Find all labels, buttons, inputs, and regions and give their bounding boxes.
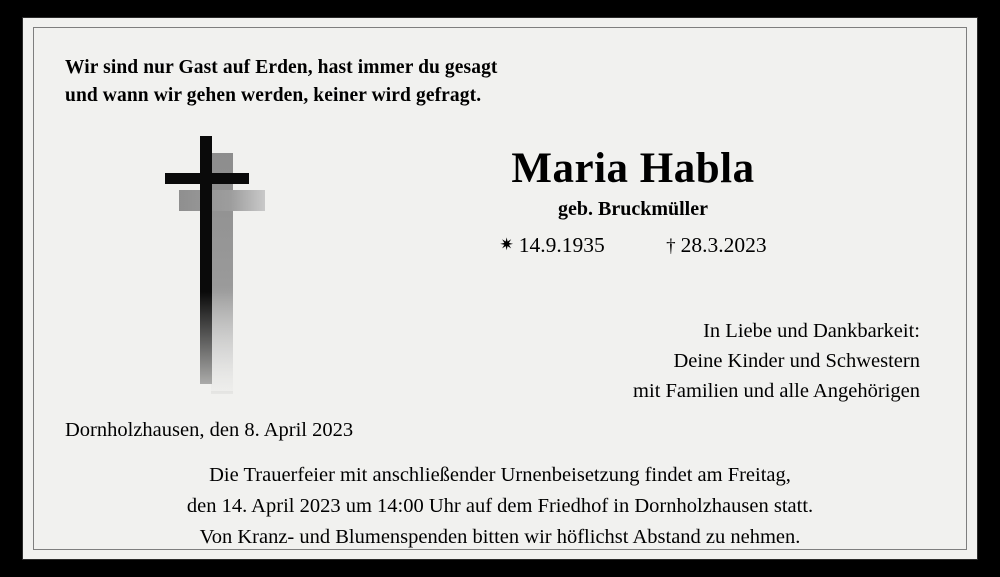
verse-line-2: und wann wir gehen werden, keiner wird gefragt. — [65, 84, 482, 106]
service-line-2: den 14. April 2023 um 14:00 Uhr auf dem Friedhof in Dornholzhausen statt. — [186, 494, 814, 517]
life-dates — [353, 233, 913, 258]
death-date-group — [666, 233, 767, 257]
death-date: 28.3.2023 — [680, 233, 767, 258]
mourners-line-2: Deine Kinder und Schwestern — [673, 350, 920, 373]
service-line-3: Von Kranz- und Blumenspenden bitten wir höflichst Abstand zu nehmen. — [199, 525, 801, 548]
place-and-date: Dornholzhausen, den 8. April 2023 — [65, 419, 354, 441]
birth-date: 14.9.1935 — [518, 233, 605, 258]
verse-line-1: Wir sind nur Gast auf Erden, hast immer du gesagt — [65, 57, 498, 78]
christian-cross-icon — [163, 136, 267, 394]
deceased-name: Maria Habla — [511, 145, 755, 192]
mourners-line-3: mit Familien und alle Angehörigen — [633, 380, 920, 403]
birth-date-group — [499, 233, 610, 257]
service-line-1: Die Trauerfeier mit anschließender Urnenbeisetzung findet am Freitag, — [209, 464, 791, 486]
cross-shadow-horizontal — [179, 190, 265, 211]
memorial-verse — [65, 54, 498, 109]
funeral-service-info — [23, 460, 977, 552]
maiden-name: geb. Bruckmüller — [558, 198, 708, 221]
obituary-card — [22, 17, 978, 560]
death-cross-icon: † — [666, 236, 676, 258]
mourners-block — [633, 316, 920, 406]
deceased-name-block — [353, 146, 913, 258]
mourners-line-1: In Liebe und Dankbarkeit: — [703, 320, 920, 342]
cross-horizontal-bar — [165, 173, 249, 184]
birth-star-icon: ✷ — [499, 235, 514, 255]
